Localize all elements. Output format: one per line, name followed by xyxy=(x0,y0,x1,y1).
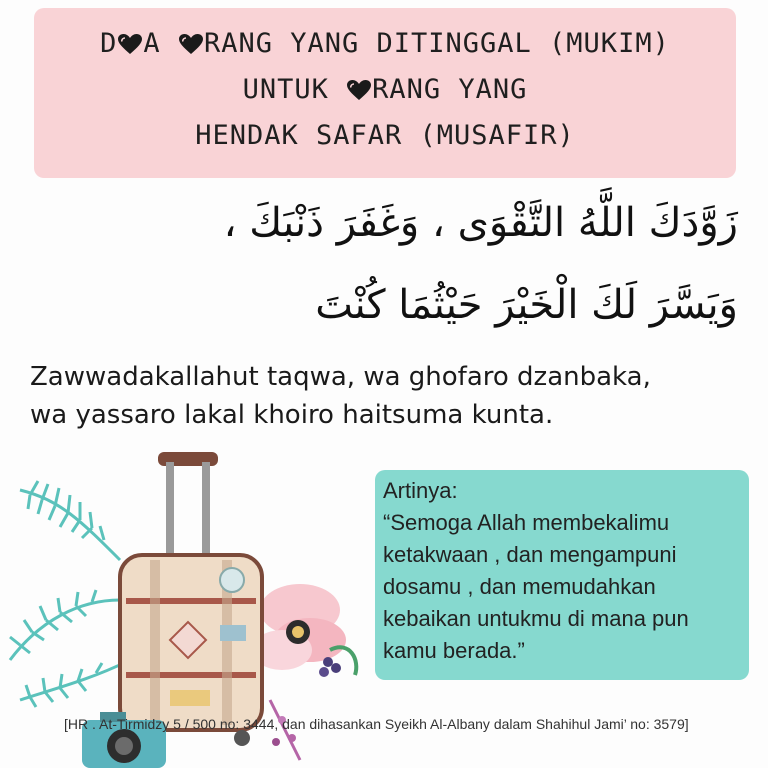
arabic-line-2: وَيَسَّرَ لَكَ الْخَيْرَ حَيْثُمَا كُنْتَ xyxy=(315,282,738,328)
meaning-heading: Artinya: xyxy=(383,478,458,503)
title-text: A xyxy=(143,28,178,59)
meaning-line: ketakwaan , dan mengampuni xyxy=(383,542,677,567)
title-text: RANG YANG xyxy=(372,74,528,105)
meaning-line: kamu berada.” xyxy=(383,638,525,663)
flower-illustration xyxy=(252,584,356,760)
transliteration-line-2: wa yassaro lakal khoiro haitsuma kunta. xyxy=(30,400,554,430)
title-line-1 xyxy=(34,28,736,59)
title-card xyxy=(34,8,736,178)
title-text: D xyxy=(100,28,118,59)
meaning-line: dosamu , dan memudahkan xyxy=(383,574,656,599)
palm-leaf-illustration xyxy=(10,481,130,707)
heart-icon xyxy=(117,33,143,55)
meaning-line: kebaikan untukmu di mana pun xyxy=(383,606,689,631)
meaning-card xyxy=(375,470,749,680)
heart-icon xyxy=(178,33,204,55)
suitcase-illustration xyxy=(120,452,262,746)
arabic-line-1: زَوَّدَكَ اللَّهُ التَّقْوَى ، وَغَفَرَ ذَنْبَكَ ، xyxy=(223,200,738,246)
title-text: UNTUK xyxy=(242,74,347,105)
meaning-line: “Semoga Allah membekalimu xyxy=(383,510,670,535)
transliteration-line-1: Zawwadakallahut taqwa, wa ghofaro dzanbaka, xyxy=(30,362,651,392)
title-line-3: HENDAK SAFAR (MUSAFIR) xyxy=(195,120,575,151)
title-text: RANG YANG DITINGGAL (MUKIM) xyxy=(203,28,670,59)
heart-icon xyxy=(346,79,372,101)
hadith-source: [HR . At-Tirmidzy 5 / 500 no: 3444, dan dihasankan Syeikh Al-Albany dalam Shahihul Jami’ no: 3579] xyxy=(64,716,689,732)
title-line-2 xyxy=(34,74,736,105)
